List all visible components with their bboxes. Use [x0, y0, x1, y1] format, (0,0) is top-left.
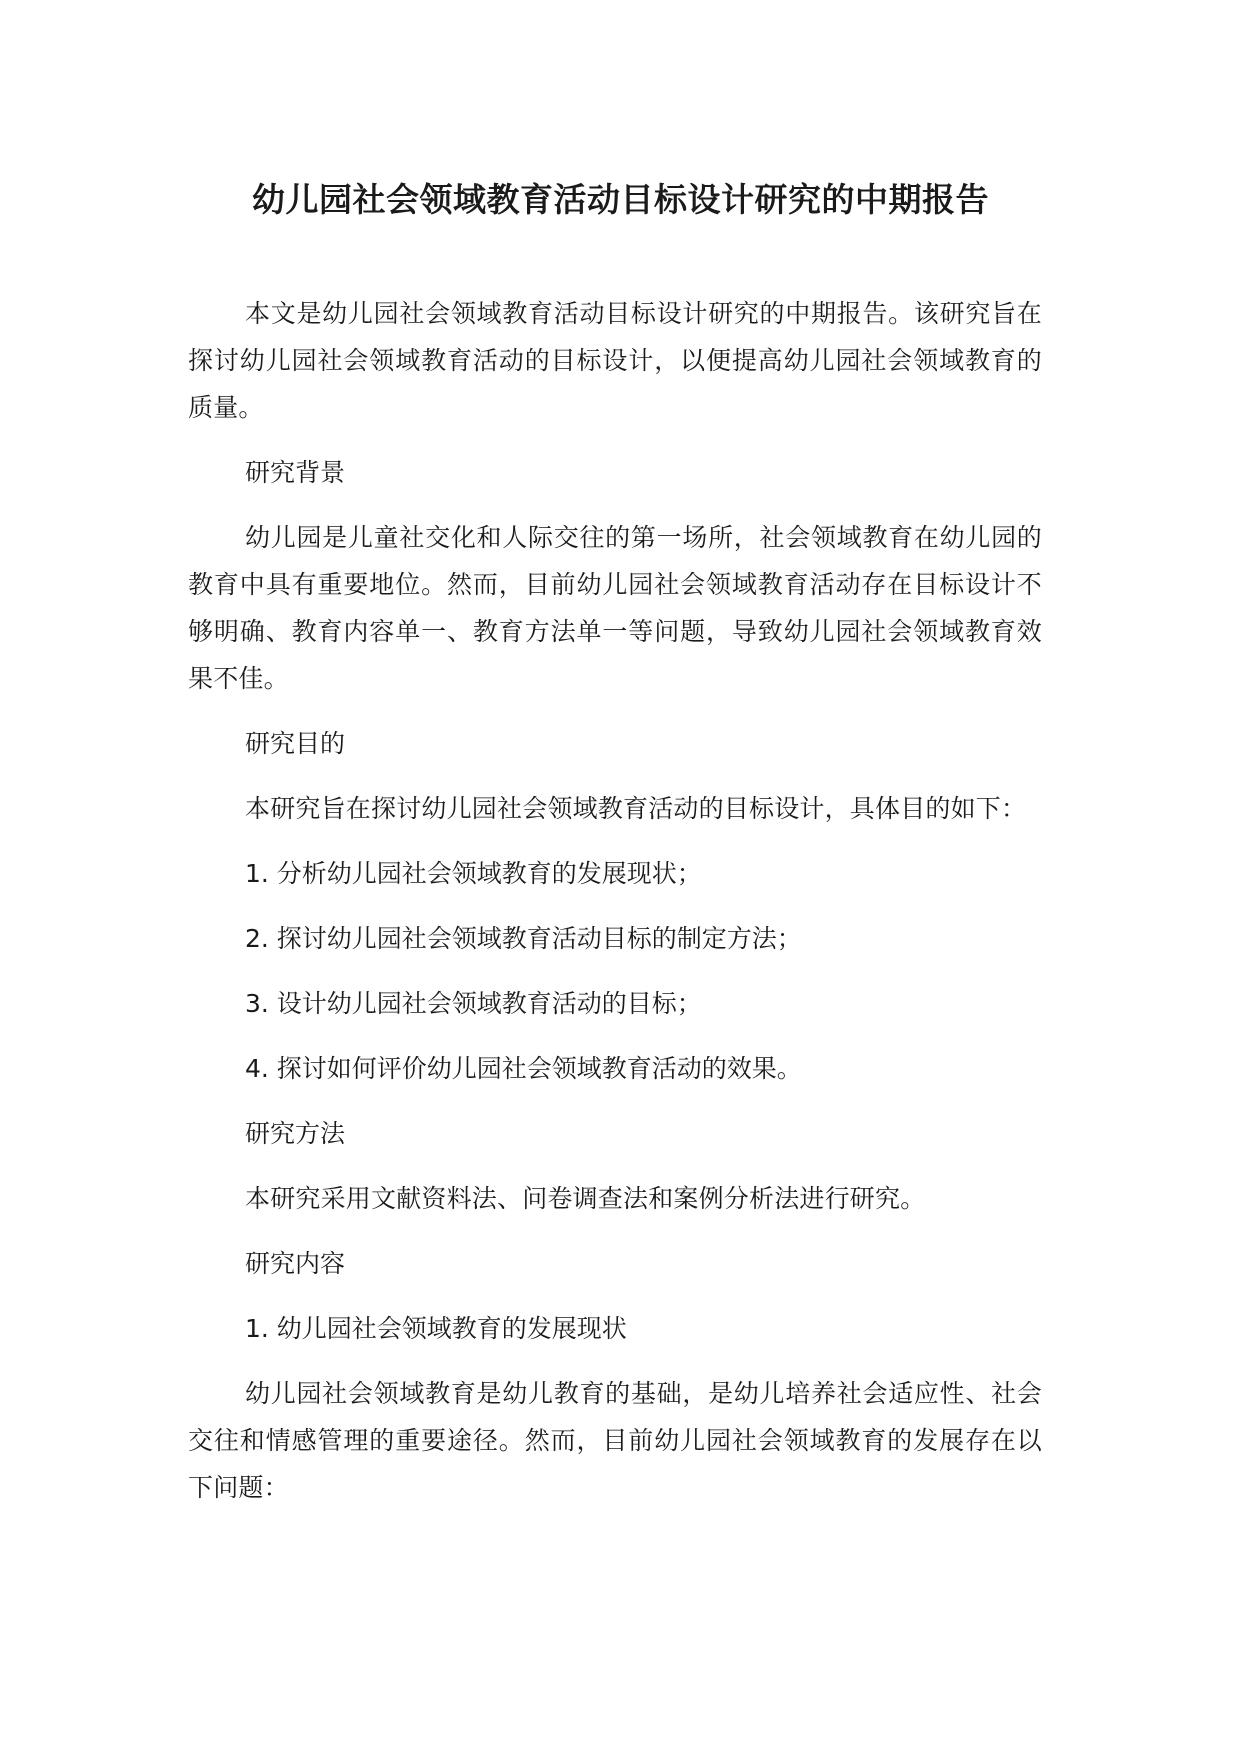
purpose-item: 1. 分析幼儿园社会领域教育的发展现状；	[245, 859, 702, 888]
purpose-heading: 研究目的	[245, 729, 346, 758]
method-heading: 研究方法	[245, 1119, 346, 1148]
method-paragraph: 本研究采用文献资料法、问卷调查法和案例分析法进行研究。	[245, 1184, 926, 1213]
purpose-paragraph: 本研究旨在探讨幼儿园社会领域教育活动的目标设计，具体目的如下：	[245, 794, 1027, 823]
content-heading: 研究内容	[245, 1249, 346, 1278]
document-body	[188, 290, 1042, 1529]
background-paragraph: 幼儿园是儿童社交化和人际交往的第一场所，社会领域教育在幼儿园的教育中具有重要地位。然而，目前幼儿园社会领域教育活动存在目标设计不够明确、教育内容单一、教育方法单一等问题，导致幼儿园社会领域教育效果不佳。	[188, 523, 1042, 693]
content-paragraph: 幼儿园社会领域教育是幼儿教育的基础，是幼儿培养社会适应性、社会交往和情感管理的重要途径。然而，目前幼儿园社会领域教育的发展存在以下问题：	[188, 1379, 1042, 1502]
purpose-item: 3. 设计幼儿园社会领域教育活动的目标；	[245, 989, 702, 1018]
content-subheading: 1. 幼儿园社会领域教育的发展现状	[245, 1314, 627, 1343]
document-title: 幼儿园社会领域教育活动目标设计研究的中期报告	[252, 180, 989, 219]
intro-paragraph: 本文是幼儿园社会领域教育活动目标设计研究的中期报告。该研究旨在探讨幼儿园社会领域教育活动的目标设计，以便提高幼儿园社会领域教育的质量。	[188, 299, 1042, 422]
purpose-item: 4. 探讨如何评价幼儿园社会领域教育活动的效果。	[245, 1054, 802, 1083]
purpose-item: 2. 探讨幼儿园社会领域教育活动目标的制定方法；	[245, 924, 802, 953]
background-heading: 研究背景	[245, 458, 346, 487]
